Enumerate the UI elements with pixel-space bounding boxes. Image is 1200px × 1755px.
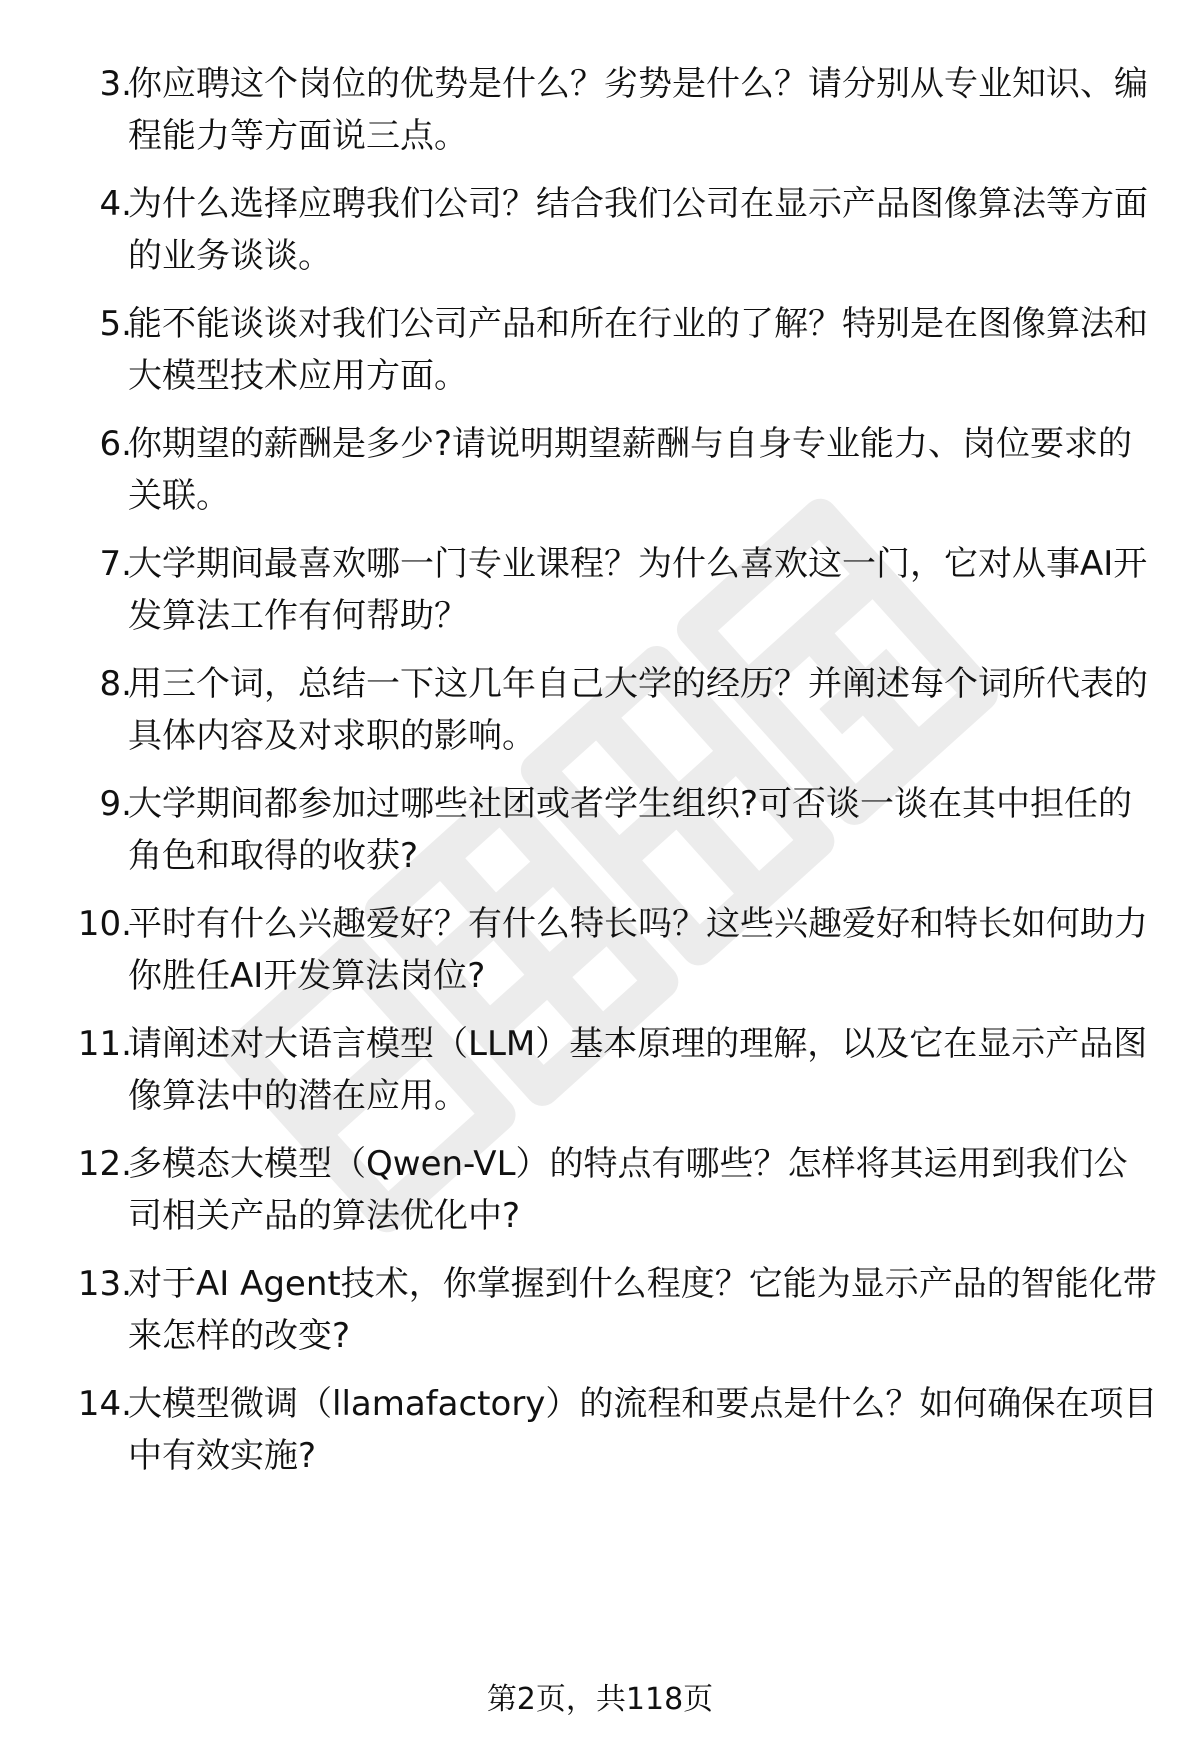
question-item: [0, 658, 1200, 768]
question-item: [0, 778, 1200, 888]
question-number: 3.: [99, 64, 132, 104]
question-text: 用三个词，总结一下这几年自己大学的经历？并阐述每个词所代表的具体内容及对求职的影响。: [128, 664, 1148, 756]
question-text: 你期望的薪酬是多少?请说明期望薪酬与自身专业能力、岗位要求的关联。: [128, 424, 1133, 516]
question-item: [0, 418, 1200, 528]
question-text: 多模态大模型（Qwen-VL）的特点有哪些？怎样将其运用到我们公司相关产品的算法优化中?: [128, 1144, 1128, 1236]
question-number: 5.: [99, 304, 132, 344]
question-text: 能不能谈谈对我们公司产品和所在行业的了解？特别是在图像算法和大模型技术应用方面。: [128, 304, 1148, 396]
question-text: 大学期间都参加过哪些社团或者学生组织?可否谈一谈在其中担任的角色和取得的收获?: [128, 784, 1133, 876]
question-item: [0, 178, 1200, 288]
question-number: 6.: [99, 424, 132, 464]
question-item: [0, 58, 1200, 168]
question-number: 7.: [99, 544, 132, 584]
question-item: [0, 298, 1200, 408]
question-number: 9.: [99, 784, 132, 824]
question-number: 13.: [77, 1264, 132, 1304]
question-item: [0, 1138, 1200, 1248]
question-text: 请阐述对大语言模型（LLM）基本原理的理解，以及它在显示产品图像算法中的潜在应用。: [128, 1024, 1148, 1116]
question-item: [0, 1258, 1200, 1368]
question-number: 10.: [77, 904, 132, 944]
question-text: 你应聘这个岗位的优势是什么？劣势是什么？请分别从专业知识、编程能力等方面说三点。: [128, 64, 1148, 156]
question-text: 大学期间最喜欢哪一门专业课程？为什么喜欢这一门，它对从事AI开发算法工作有何帮助？: [128, 544, 1148, 636]
question-item: [0, 1378, 1200, 1488]
question-item: [0, 898, 1200, 1008]
question-item: [0, 1018, 1200, 1128]
question-text: 为什么选择应聘我们公司？结合我们公司在显示产品图像算法等方面的业务谈谈。: [128, 184, 1148, 276]
question-number: 8.: [99, 664, 132, 704]
question-number: 11.: [77, 1024, 132, 1064]
question-text: 对于AI Agent技术，你掌握到什么程度？它能为显示产品的智能化带来怎样的改变?: [128, 1264, 1157, 1356]
question-number: 14.: [77, 1384, 132, 1424]
question-number: 4.: [99, 184, 132, 224]
question-item: [0, 538, 1200, 648]
page-number-footer: 第2页，共118页: [486, 1682, 714, 1717]
question-text: 大模型微调（llamafactory）的流程和要点是什么？如何确保在项目中有效实施?: [128, 1384, 1158, 1476]
question-number: 12.: [77, 1144, 132, 1184]
question-text: 平时有什么兴趣爱好？有什么特长吗？这些兴趣爱好和特长如何助力你胜任AI开发算法岗位?: [128, 904, 1148, 996]
